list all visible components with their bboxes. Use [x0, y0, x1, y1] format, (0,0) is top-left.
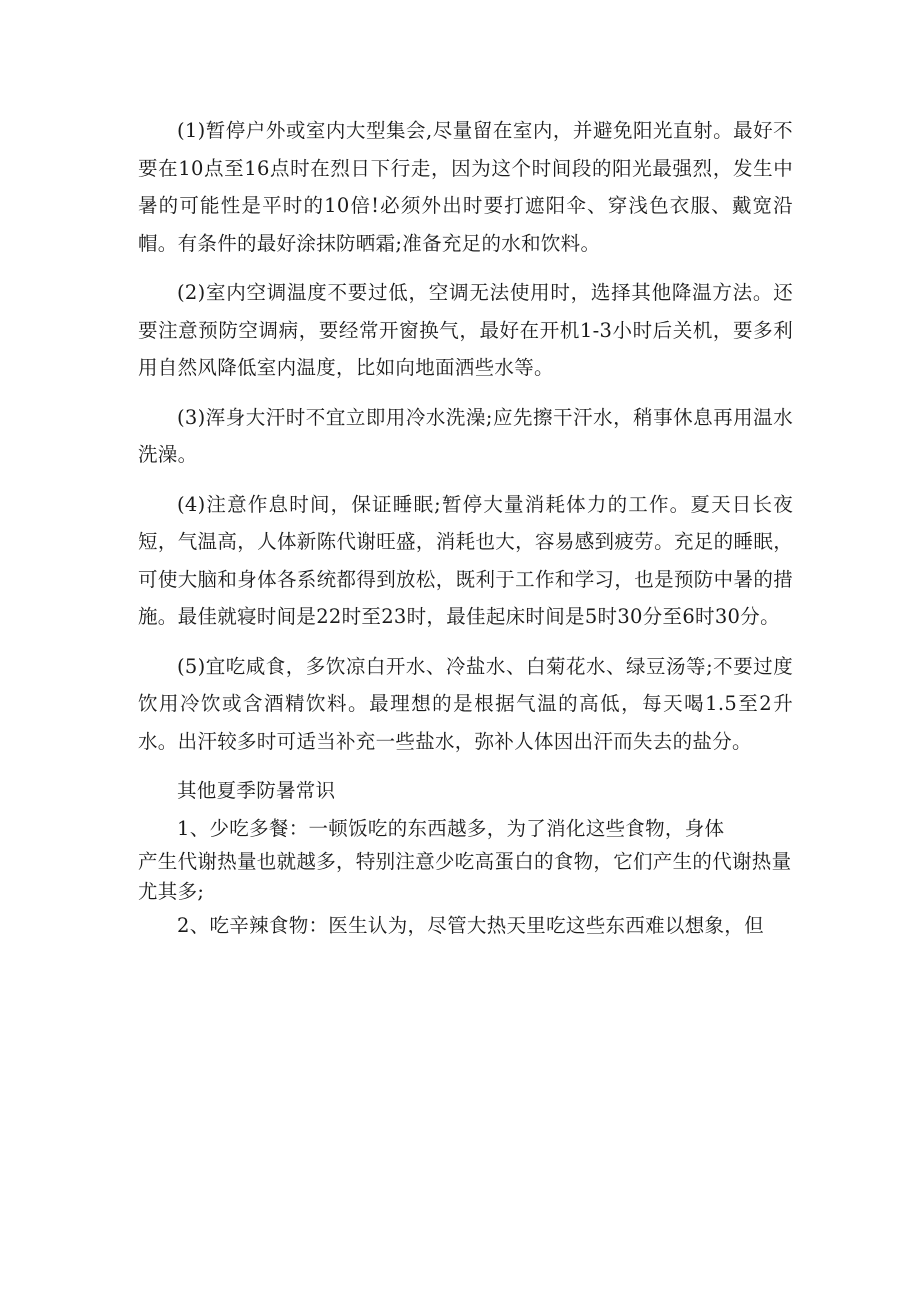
- paragraph-2: (2)室内空调温度不要过低，空调无法使用时，选择其他降温方法。还要注意预防空调病，要经常开窗换气，最好在开机1-3小时后关机，要多利用自然风降低室内温度，比如向地面洒些水等。: [138, 281, 793, 379]
- paragraph-5: (5)宜吃咸食，多饮凉白开水、冷盐水、白菊花水、绿豆汤等;不要过度饮用冷饮或含酒精饮料。最理想的是根据气温的高低，每天喝1.5至2升水。出汗较多时可适当补充一些盐水，弥补人体因出汗而失去的盐分。: [138, 654, 793, 753]
- paragraph-3: (3)浑身大汗时不宜立即用冷水洗澡;应先擦干汗水，稍事休息再用温水洗澡。: [138, 405, 793, 466]
- list-item-1-line-1: 1、少吃多餐：一顿饭吃的东西越多，为了消化这些食物，身体: [177, 816, 725, 840]
- document-body: [138, 112, 793, 945]
- paragraph-4: (4)注意作息时间，保证睡眠;暂停大量消耗体力的工作。夏天日长夜短，气温高，人体新陈代谢旺盛，消耗也大，容易感到疲劳。充足的睡眠，可使大脑和身体各系统都得到放松，既利于工作和学习，也是预防中暑的措施。最佳就寝时间是22时至23时，最佳起床时间是5时30分至6时30分。: [138, 492, 793, 628]
- section-heading: 其他夏季防暑常识: [177, 779, 336, 802]
- list-item-2-line-1: 2、吃辛辣食物：医生认为，尽管大热天里吃这些东西难以想象，但: [177, 914, 764, 937]
- list-item-1-line-2: 产生代谢热量也就越多，特别注意少吃高蛋白的食物，它们产生的代谢热量尤其多;: [138, 850, 792, 903]
- paragraph-1: (1)暂停户外或室内大型集会,尽量留在室内，并避免阳光直射。最好不要在10点至16点时在烈日下行走，因为这个时间段的阳光最强烈，发生中暑的可能性是平时的10倍!必须外出时要打遮阳伞、穿浅色衣服、戴宽沿帽。有条件的最好涂抹防晒霜;准备充足的水和饮料。: [138, 119, 793, 255]
